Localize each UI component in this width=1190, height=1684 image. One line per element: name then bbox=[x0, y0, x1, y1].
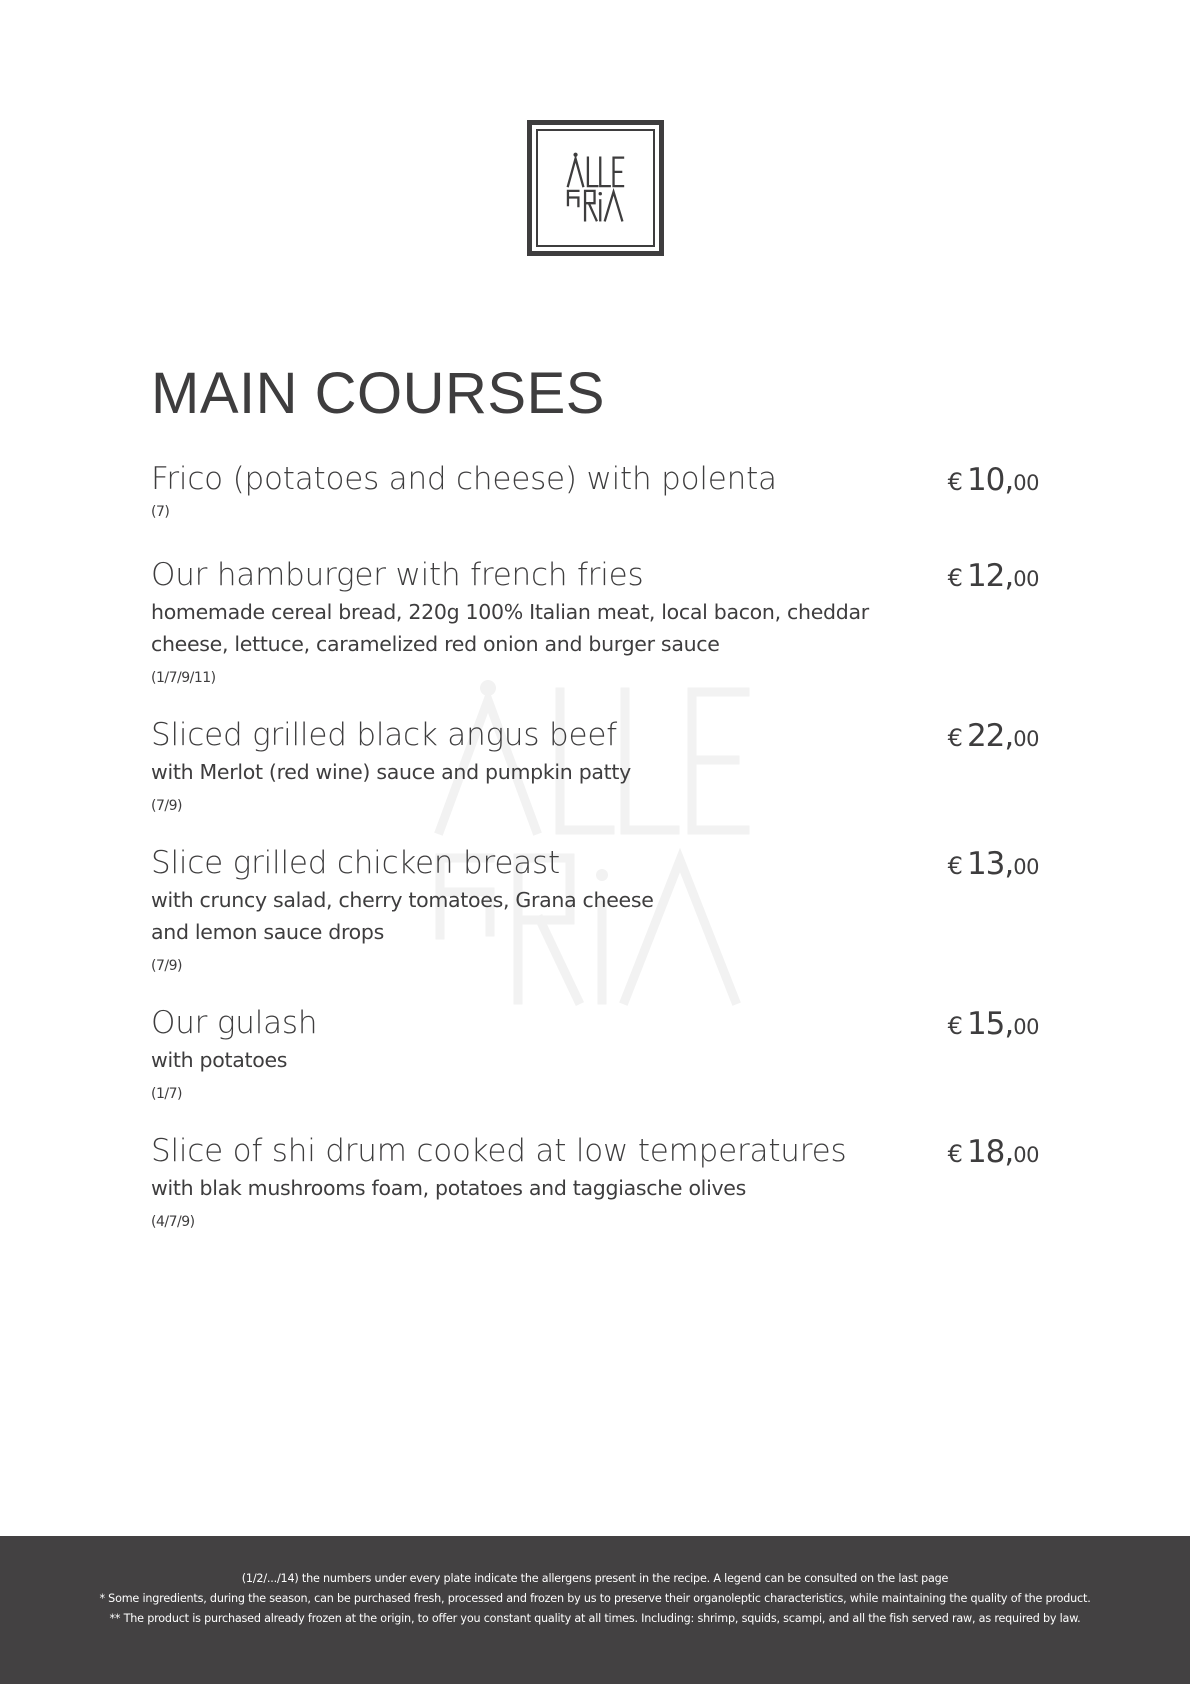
footer-frozen-note: * Some ingredients, during the season, can be purchased fresh, processed and frozen by us to preserve their organoleptic characteristics, while maintaining the quality of the product. bbox=[99, 1592, 1091, 1605]
price-decimal: 00 bbox=[1013, 727, 1039, 751]
dish-description: homemade cereal bread, 220g 100% Italian meat, local bacon, cheddar cheese, lettuce, caramelized red onion and burger sauce bbox=[151, 600, 869, 656]
dish-price bbox=[948, 558, 1039, 594]
menu-item bbox=[151, 844, 1039, 976]
dish-description: with cruncy salad, cherry tomatoes, Grana cheese and lemon sauce drops bbox=[151, 888, 654, 944]
menu-item bbox=[151, 716, 1039, 816]
price-decimal: 00 bbox=[1013, 1015, 1039, 1039]
currency-symbol: € bbox=[947, 724, 963, 752]
price-integer: 13, bbox=[966, 846, 1014, 882]
dish-allergens: (1/7/9/11) bbox=[151, 670, 216, 686]
dish-description: with blak mushrooms foam, potatoes and taggiasche olives bbox=[151, 1176, 746, 1200]
dish-allergens: (7/9) bbox=[151, 798, 182, 814]
currency-symbol: € bbox=[947, 1140, 963, 1168]
currency-symbol: € bbox=[947, 564, 963, 592]
currency-symbol: € bbox=[947, 852, 963, 880]
dish-name: Sliced grilled black angus beef bbox=[151, 717, 617, 753]
currency-symbol: € bbox=[947, 468, 963, 496]
dish-price bbox=[948, 1006, 1039, 1042]
price-integer: 15, bbox=[966, 1006, 1014, 1042]
menu-item bbox=[151, 556, 1039, 688]
dish-name: Our gulash bbox=[151, 1005, 318, 1041]
menu-item bbox=[151, 1132, 1039, 1232]
price-integer: 22, bbox=[966, 718, 1014, 754]
dish-name: Slice grilled chicken breast bbox=[151, 845, 560, 881]
dish-allergens: (7/9) bbox=[151, 958, 182, 974]
dish-description: with potatoes bbox=[151, 1048, 288, 1072]
dish-allergens: (7) bbox=[151, 504, 170, 520]
dish-name: Frico (potatoes and cheese) with polenta bbox=[151, 461, 777, 497]
footer-allergen-note: (1/2/.../14) the numbers under every plate indicate the allergens present in the recipe. A legend can be consulted on the last page bbox=[241, 1572, 949, 1585]
menu-item bbox=[151, 1004, 1039, 1104]
dish-name: Slice of shi drum cooked at low temperatures bbox=[151, 1133, 847, 1169]
dish-price bbox=[948, 846, 1039, 882]
restaurant-logo bbox=[527, 120, 664, 256]
dish-price bbox=[948, 462, 1039, 498]
price-decimal: 00 bbox=[1013, 1143, 1039, 1167]
footer-origin-note: ** The product is purchased already frozen at the origin, to offer you constant quality at all times. Including: shrimp, squids, scampi, and all the fish served raw, as required by law. bbox=[109, 1612, 1081, 1625]
price-integer: 12, bbox=[966, 558, 1014, 594]
price-integer: 10, bbox=[966, 462, 1014, 498]
dish-name: Our hamburger with french fries bbox=[151, 557, 644, 593]
price-integer: 18, bbox=[966, 1134, 1014, 1170]
dish-allergens: (1/7) bbox=[151, 1086, 182, 1102]
dish-price bbox=[948, 1134, 1039, 1170]
footer-notes bbox=[0, 1536, 1190, 1684]
price-decimal: 00 bbox=[1013, 855, 1039, 879]
dish-price bbox=[948, 718, 1039, 754]
price-decimal: 00 bbox=[1013, 567, 1039, 591]
dish-description: with Merlot (red wine) sauce and pumpkin patty bbox=[151, 760, 631, 784]
menu-item bbox=[151, 460, 1039, 522]
currency-symbol: € bbox=[947, 1012, 963, 1040]
page-title: MAIN COURSES bbox=[151, 361, 605, 426]
dish-allergens: (4/7/9) bbox=[151, 1214, 195, 1230]
price-decimal: 00 bbox=[1013, 471, 1039, 495]
